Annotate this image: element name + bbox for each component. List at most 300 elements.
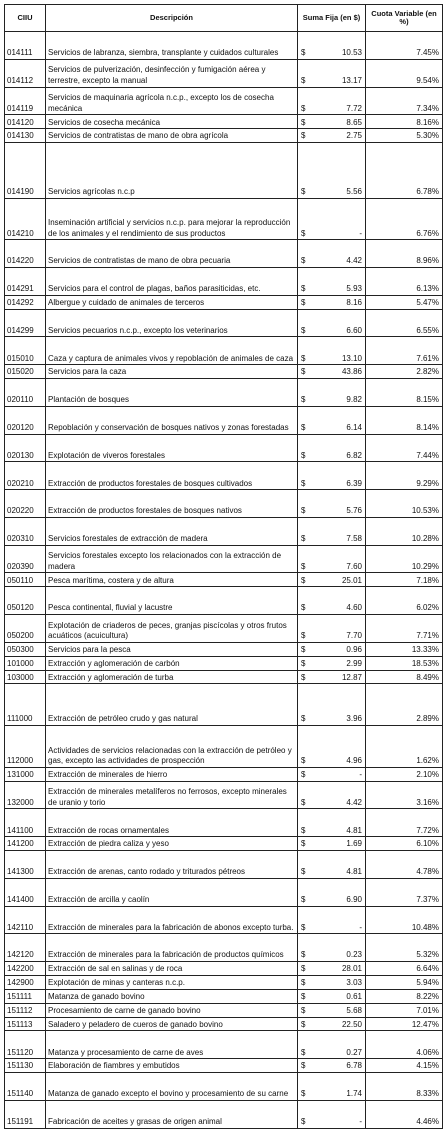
- suma-fija: [298, 615, 366, 643]
- cuota-variable: 8.33%: [366, 1073, 443, 1101]
- description: Extracción y aglomeración de turba: [46, 670, 298, 684]
- currency-symbol: $: [301, 367, 306, 377]
- suma-fija-value: 25.01: [341, 575, 362, 585]
- currency-symbol: $: [301, 631, 306, 641]
- table-row: [5, 240, 443, 268]
- cuota-variable: 2.89%: [366, 684, 443, 726]
- table-row: [5, 406, 443, 434]
- suma-fija-value: 5.56: [346, 186, 362, 196]
- suma-fija-value: 8.16: [346, 298, 362, 308]
- table-row: [5, 726, 443, 768]
- suma-fija-value: 0.96: [346, 645, 362, 655]
- suma-fija-value: 1.74: [346, 1089, 362, 1099]
- suma-fija: [298, 295, 366, 309]
- description: Extracción de minerales para la fabricación de abonos excepto turba.: [46, 906, 298, 934]
- currency-symbol: $: [301, 117, 306, 127]
- suma-fija-value: 4.42: [346, 256, 362, 266]
- table-row: [5, 115, 443, 129]
- description: Servicios de labranza, siembra, transplante y cuidados culturales: [46, 32, 298, 60]
- description: Inseminación artificial y servicios n.c.p. para mejorar la reproducción de los animales y el rendimiento de sus productos: [46, 198, 298, 240]
- description: Fabricación de aceites y grasas de origen animal: [46, 1100, 298, 1128]
- currency-symbol: $: [301, 48, 306, 58]
- ciiu-code: 101000: [5, 656, 46, 670]
- ciiu-code: 151113: [5, 1017, 46, 1031]
- currency-symbol: $: [301, 1117, 306, 1127]
- description: Servicios forestales de extracción de madera: [46, 517, 298, 545]
- description: Extracción de piedra caliza y yeso: [46, 837, 298, 851]
- suma-fija: [298, 670, 366, 684]
- cuota-variable: 7.71%: [366, 615, 443, 643]
- currency-symbol: $: [301, 672, 306, 682]
- ciiu-code: 020390: [5, 545, 46, 573]
- suma-fija-value: 43.86: [341, 367, 362, 377]
- ciiu-code: 014119: [5, 87, 46, 115]
- suma-fija: [298, 934, 366, 962]
- ciiu-code: 103000: [5, 670, 46, 684]
- description: Albergue y cuidado de animales de terceros: [46, 295, 298, 309]
- cuota-variable: 6.10%: [366, 837, 443, 851]
- suma-fija: [298, 587, 366, 615]
- currency-symbol: $: [301, 769, 306, 779]
- ciiu-code: 014292: [5, 295, 46, 309]
- suma-fija-value: 13.10: [341, 353, 362, 363]
- suma-fija-value: -: [359, 922, 362, 932]
- description: Matanza y procesamiento de carne de aves: [46, 1031, 298, 1059]
- cuota-variable: 8.14%: [366, 406, 443, 434]
- table-row: [5, 587, 443, 615]
- currency-symbol: $: [301, 534, 306, 544]
- currency-symbol: $: [301, 756, 306, 766]
- ciiu-code: 151191: [5, 1100, 46, 1128]
- suma-fija: [298, 878, 366, 906]
- ciiu-code: 014291: [5, 267, 46, 295]
- header-cuota-variable: Cuota Variable (en %): [366, 5, 443, 32]
- currency-symbol: $: [301, 75, 306, 85]
- ciiu-code: 020120: [5, 406, 46, 434]
- description: Extracción de minerales de hierro: [46, 767, 298, 781]
- table-row: [5, 1031, 443, 1059]
- description: Servicios de pulverización, desinfección y fumigación aérea y terrestre, excepto la manual: [46, 59, 298, 87]
- suma-fija-value: 1.69: [346, 839, 362, 849]
- currency-symbol: $: [301, 186, 306, 196]
- suma-fija-value: 6.60: [346, 325, 362, 335]
- cuota-variable: 6.55%: [366, 309, 443, 337]
- currency-symbol: $: [301, 450, 306, 460]
- currency-symbol: $: [301, 103, 306, 113]
- ciiu-code: 020110: [5, 379, 46, 407]
- suma-fija-value: 3.03: [346, 978, 362, 988]
- currency-symbol: $: [301, 131, 306, 141]
- suma-fija: [298, 809, 366, 837]
- table-row: [5, 670, 443, 684]
- cuota-variable: 8.96%: [366, 240, 443, 268]
- currency-symbol: $: [301, 603, 306, 613]
- table-row: [5, 365, 443, 379]
- description: Extracción de productos forestales de bosques nativos: [46, 490, 298, 518]
- table-header: [5, 5, 443, 32]
- description: Servicios de contratistas de mano de obra agrícola: [46, 129, 298, 143]
- description: Extracción de sal en salinas y de roca: [46, 962, 298, 976]
- suma-fija: [298, 198, 366, 240]
- suma-fija: [298, 656, 366, 670]
- ciiu-code: 050120: [5, 587, 46, 615]
- header-descripcion: Descripción: [46, 5, 298, 32]
- suma-fija: [298, 1100, 366, 1128]
- table-row: [5, 1073, 443, 1101]
- table-row: [5, 781, 443, 809]
- suma-fija: [298, 726, 366, 768]
- ciiu-code: 014120: [5, 115, 46, 129]
- suma-fija-value: 0.27: [346, 1047, 362, 1057]
- cuota-variable: 5.47%: [366, 295, 443, 309]
- ciiu-code: 015010: [5, 337, 46, 365]
- cuota-variable: 7.01%: [366, 1003, 443, 1017]
- table-row: [5, 129, 443, 143]
- suma-fija-value: 12.87: [341, 672, 362, 682]
- suma-fija: [298, 87, 366, 115]
- description: Extracción de minerales metalíferos no ferrosos, excepto minerales de uranio y torio: [46, 781, 298, 809]
- table-row: [5, 962, 443, 976]
- description: Extracción de arcilla y caolín: [46, 878, 298, 906]
- suma-fija: [298, 975, 366, 989]
- ciiu-code: 141300: [5, 850, 46, 878]
- table-row: [5, 545, 443, 573]
- currency-symbol: $: [301, 978, 306, 988]
- table-row: [5, 309, 443, 337]
- cuota-variable: 5.30%: [366, 129, 443, 143]
- suma-fija-value: -: [359, 769, 362, 779]
- ciiu-code: 131000: [5, 767, 46, 781]
- description: Servicios forestales excepto los relacionados con la extracción de madera: [46, 545, 298, 573]
- suma-fija: [298, 267, 366, 295]
- table-row: [5, 1017, 443, 1031]
- ciiu-code: 020130: [5, 434, 46, 462]
- cuota-variable: 2.82%: [366, 365, 443, 379]
- ciiu-code: 151111: [5, 989, 46, 1003]
- cuota-variable: 10.48%: [366, 906, 443, 934]
- suma-fija: [298, 1073, 366, 1101]
- table-row: [5, 1100, 443, 1128]
- suma-fija: [298, 962, 366, 976]
- ciiu-code: 020210: [5, 462, 46, 490]
- suma-fija-value: 22.50: [341, 1019, 362, 1029]
- table-row: [5, 906, 443, 934]
- table-row: [5, 837, 443, 851]
- suma-fija-value: -: [359, 228, 362, 238]
- table-row: [5, 32, 443, 60]
- cuota-variable: 13.33%: [366, 642, 443, 656]
- table-row: [5, 1003, 443, 1017]
- suma-fija: [298, 545, 366, 573]
- suma-fija: [298, 365, 366, 379]
- currency-symbol: $: [301, 950, 306, 960]
- cuota-variable: 6.78%: [366, 143, 443, 199]
- cuota-variable: 2.10%: [366, 767, 443, 781]
- suma-fija-value: 4.42: [346, 797, 362, 807]
- suma-fija-value: 28.01: [341, 964, 362, 974]
- table-body: [5, 32, 443, 1129]
- suma-fija: [298, 1003, 366, 1017]
- currency-symbol: $: [301, 561, 306, 571]
- table-row: [5, 1059, 443, 1073]
- currency-symbol: $: [301, 894, 306, 904]
- currency-symbol: $: [301, 992, 306, 1002]
- cuota-variable: 4.78%: [366, 850, 443, 878]
- suma-fija: [298, 129, 366, 143]
- ciiu-code: 132000: [5, 781, 46, 809]
- table-row: [5, 198, 443, 240]
- cuota-variable: 6.76%: [366, 198, 443, 240]
- suma-fija-value: 6.82: [346, 450, 362, 460]
- description: Extracción de minerales para la fabricación de productos químicos: [46, 934, 298, 962]
- description: Procesamiento de carne de ganado bovino: [46, 1003, 298, 1017]
- table-row: [5, 809, 443, 837]
- table-row: [5, 143, 443, 199]
- suma-fija-value: 0.61: [346, 992, 362, 1002]
- cuota-variable: 18.53%: [366, 656, 443, 670]
- suma-fija-value: 10.53: [341, 48, 362, 58]
- description: Extracción de productos forestales de bosques cultivados: [46, 462, 298, 490]
- suma-fija-value: 7.60: [346, 561, 362, 571]
- table-row: [5, 295, 443, 309]
- description: Extracción y aglomeración de carbón: [46, 656, 298, 670]
- suma-fija-value: 5.68: [346, 1005, 362, 1015]
- suma-fija-value: 6.39: [346, 478, 362, 488]
- suma-fija: [298, 462, 366, 490]
- suma-fija: [298, 434, 366, 462]
- description: Servicios pecuarios n.c.p., excepto los veterinarios: [46, 309, 298, 337]
- suma-fija-value: 5.93: [346, 284, 362, 294]
- cuota-variable: 7.61%: [366, 337, 443, 365]
- description: Matanza de ganado bovino: [46, 989, 298, 1003]
- cuota-variable: 7.34%: [366, 87, 443, 115]
- description: Servicios de contratistas de mano de obra pecuaria: [46, 240, 298, 268]
- suma-fija-value: 4.60: [346, 603, 362, 613]
- table-row: [5, 615, 443, 643]
- suma-fija: [298, 115, 366, 129]
- suma-fija: [298, 379, 366, 407]
- description: Extracción de arenas, canto rodado y triturados pétreos: [46, 850, 298, 878]
- suma-fija-value: 4.81: [346, 825, 362, 835]
- ciiu-code: 142120: [5, 934, 46, 962]
- suma-fija: [298, 684, 366, 726]
- description: Servicios para la caza: [46, 365, 298, 379]
- cuota-variable: 4.46%: [366, 1100, 443, 1128]
- description: Servicios para el control de plagas, baños parasiticidas, etc.: [46, 267, 298, 295]
- description: Explotación de criaderos de peces, granjas piscícolas y otros frutos acuáticos (acuicultura): [46, 615, 298, 643]
- ciiu-code: 020310: [5, 517, 46, 545]
- suma-fija-value: 3.96: [346, 714, 362, 724]
- ciiu-code: 141100: [5, 809, 46, 837]
- suma-fija: [298, 1031, 366, 1059]
- cuota-variable: 8.22%: [366, 989, 443, 1003]
- description: Plantación de bosques: [46, 379, 298, 407]
- description: Servicios de cosecha mecánica: [46, 115, 298, 129]
- ciiu-code: 014130: [5, 129, 46, 143]
- currency-symbol: $: [301, 825, 306, 835]
- table-row: [5, 517, 443, 545]
- table-row: [5, 267, 443, 295]
- ciiu-code: 142900: [5, 975, 46, 989]
- ciiu-code: 014210: [5, 198, 46, 240]
- currency-symbol: $: [301, 1019, 306, 1029]
- cuota-variable: 9.54%: [366, 59, 443, 87]
- ciiu-code: 014220: [5, 240, 46, 268]
- suma-fija-value: 8.65: [346, 117, 362, 127]
- cuota-variable: 8.15%: [366, 379, 443, 407]
- table-row: [5, 59, 443, 87]
- suma-fija: [298, 309, 366, 337]
- header-suma-fija: Suma Fija (en $): [298, 5, 366, 32]
- currency-symbol: $: [301, 964, 306, 974]
- description: Extracción de rocas ornamentales: [46, 809, 298, 837]
- currency-symbol: $: [301, 353, 306, 363]
- description: Elaboración de fiambres y embutidos: [46, 1059, 298, 1073]
- table-row: [5, 337, 443, 365]
- description: Explotación de viveros forestales: [46, 434, 298, 462]
- currency-symbol: $: [301, 422, 306, 432]
- ciiu-code: 111000: [5, 684, 46, 726]
- table-row: [5, 975, 443, 989]
- table-row: [5, 490, 443, 518]
- ciiu-code: 151130: [5, 1059, 46, 1073]
- cuota-variable: 5.94%: [366, 975, 443, 989]
- description: Actividades de servicios relacionadas con la extracción de petróleo y gas, excepto las actividades de prospección: [46, 726, 298, 768]
- ciiu-code: 142200: [5, 962, 46, 976]
- currency-symbol: $: [301, 658, 306, 668]
- currency-symbol: $: [301, 867, 306, 877]
- currency-symbol: $: [301, 228, 306, 238]
- suma-fija: [298, 1017, 366, 1031]
- ciiu-code: 151120: [5, 1031, 46, 1059]
- ciiu-code: 142110: [5, 906, 46, 934]
- ciiu-code: 151140: [5, 1073, 46, 1101]
- table-row: [5, 850, 443, 878]
- description: Pesca marítima, costera y de altura: [46, 573, 298, 587]
- suma-fija: [298, 143, 366, 199]
- table-row: [5, 767, 443, 781]
- cuota-variable: 12.47%: [366, 1017, 443, 1031]
- ciiu-code: 020220: [5, 490, 46, 518]
- suma-fija: [298, 59, 366, 87]
- currency-symbol: $: [301, 506, 306, 516]
- currency-symbol: $: [301, 922, 306, 932]
- currency-symbol: $: [301, 256, 306, 266]
- cuota-variable: 7.37%: [366, 878, 443, 906]
- cuota-variable: 1.62%: [366, 726, 443, 768]
- ciiu-code: 151112: [5, 1003, 46, 1017]
- ciiu-code: 141400: [5, 878, 46, 906]
- ciiu-code: 014190: [5, 143, 46, 199]
- suma-fija: [298, 781, 366, 809]
- table-row: [5, 684, 443, 726]
- suma-fija: [298, 989, 366, 1003]
- suma-fija: [298, 850, 366, 878]
- currency-symbol: $: [301, 797, 306, 807]
- currency-symbol: $: [301, 645, 306, 655]
- currency-symbol: $: [301, 478, 306, 488]
- suma-fija-value: 13.17: [341, 75, 362, 85]
- suma-fija-value: 4.81: [346, 867, 362, 877]
- description: Caza y captura de animales vivos y repoblación de animales de caza: [46, 337, 298, 365]
- ciiu-code: 014111: [5, 32, 46, 60]
- cuota-variable: 6.13%: [366, 267, 443, 295]
- cuota-variable: 6.64%: [366, 962, 443, 976]
- currency-symbol: $: [301, 1047, 306, 1057]
- suma-fija-value: 2.75: [346, 131, 362, 141]
- suma-fija: [298, 906, 366, 934]
- suma-fija: [298, 837, 366, 851]
- suma-fija: [298, 490, 366, 518]
- ciiu-code: 050200: [5, 615, 46, 643]
- suma-fija-value: 4.96: [346, 756, 362, 766]
- ciiu-code: 141200: [5, 837, 46, 851]
- table-row: [5, 87, 443, 115]
- ciiu-code: 050110: [5, 573, 46, 587]
- suma-fija: [298, 642, 366, 656]
- cuota-variable: 4.06%: [366, 1031, 443, 1059]
- currency-symbol: $: [301, 298, 306, 308]
- table-row: [5, 379, 443, 407]
- cuota-variable: 7.44%: [366, 434, 443, 462]
- ciiu-code: 014299: [5, 309, 46, 337]
- suma-fija-value: 2.99: [346, 658, 362, 668]
- cuota-variable: 7.18%: [366, 573, 443, 587]
- cuota-variable: 10.53%: [366, 490, 443, 518]
- cuota-variable: 7.45%: [366, 32, 443, 60]
- suma-fija-value: 7.58: [346, 534, 362, 544]
- currency-symbol: $: [301, 325, 306, 335]
- currency-symbol: $: [301, 395, 306, 405]
- suma-fija: [298, 767, 366, 781]
- description: Servicios de maquinaria agrícola n.c.p., excepto los de cosecha mecánica: [46, 87, 298, 115]
- currency-symbol: $: [301, 575, 306, 585]
- ciiu-code: 014112: [5, 59, 46, 87]
- tariff-table: [4, 4, 443, 1129]
- suma-fija: [298, 517, 366, 545]
- suma-fija-value: 0.23: [346, 950, 362, 960]
- suma-fija-value: 7.70: [346, 631, 362, 641]
- suma-fija: [298, 240, 366, 268]
- cuota-variable: 10.29%: [366, 545, 443, 573]
- ciiu-code: 112000: [5, 726, 46, 768]
- description: Extracción de petróleo crudo y gas natural: [46, 684, 298, 726]
- suma-fija-value: 7.72: [346, 103, 362, 113]
- cuota-variable: 6.02%: [366, 587, 443, 615]
- suma-fija-value: 5.76: [346, 506, 362, 516]
- header-row: [5, 5, 443, 32]
- cuota-variable: 8.16%: [366, 115, 443, 129]
- currency-symbol: $: [301, 1005, 306, 1015]
- ciiu-code: 015020: [5, 365, 46, 379]
- header-ciiu: CIIU: [5, 5, 46, 32]
- suma-fija: [298, 406, 366, 434]
- suma-fija-value: 9.82: [346, 395, 362, 405]
- description: Pesca continental, fluvial y lacustre: [46, 587, 298, 615]
- table-row: [5, 573, 443, 587]
- cuota-variable: 10.28%: [366, 517, 443, 545]
- description: Matanza de ganado excepto el bovino y procesamiento de su carne: [46, 1073, 298, 1101]
- table-row: [5, 934, 443, 962]
- table-row: [5, 989, 443, 1003]
- currency-symbol: $: [301, 284, 306, 294]
- description: Explotación de minas y canteras n.c.p.: [46, 975, 298, 989]
- cuota-variable: 8.49%: [366, 670, 443, 684]
- suma-fija: [298, 1059, 366, 1073]
- suma-fija-value: 6.14: [346, 422, 362, 432]
- description: Repoblación y conservación de bosques nativos y zonas forestadas: [46, 406, 298, 434]
- description: Servicios agrícolas n.c.p: [46, 143, 298, 199]
